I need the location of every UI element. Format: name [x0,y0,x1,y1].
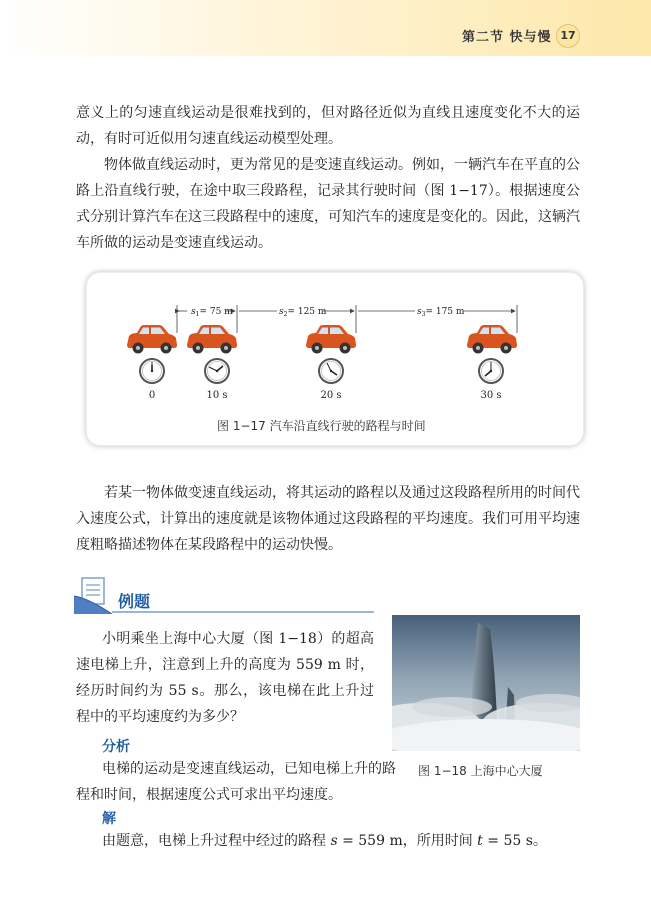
example-title: 例题 [118,592,151,611]
example-problem: 小明乘坐上海中心大厦（图 1−18）的超高速电梯上升，注意到上升的高度为 559 m 时，经历时间约为 55 s。那么，该电梯在此上升过程中的平均速度约为多少？ [76,631,374,725]
time-label-0: 0 [148,390,156,401]
solution-heading: 解 [102,811,116,827]
car-icon [187,325,237,354]
shanghai-tower-photo [392,615,580,751]
figure-caption: 图 1−17 汽车沿直线行驶的路程与时间 [217,419,426,433]
car-icon [127,325,177,354]
paragraph-continuation: 意义上的匀速直线运动是很难找到的，但对路径近似为直线且速度变化不大的运动，有时可近似用匀速直线运动模型处理。 [76,105,580,147]
figure-1-17 [86,272,584,446]
analysis-text: 电梯的运动是变速直线运动，已知电梯上升的路程和时间，根据速度公式可求出平均速度。 [76,761,396,803]
paragraph-variable-motion: 物体做直线运动时，更为常见的是变速直线运动。例如，一辆汽车在平直的公路上沿直线行驶，在途中取三段路程，记录其行驶时间（图 1−17）。根据速度公式分别计算汽车在这三段路程中的速度，可知汽车的速度是变化的。因此，这辆汽车所做的运动是变速直线运动。 [76,157,580,251]
clock-icon [319,359,343,383]
analysis-heading: 分析 [102,739,130,755]
paragraph-average-speed: 若某一物体做变速直线运动，将其运动的路程以及通过这段路程所用的时间代入速度公式，计算出的速度就是该物体通过这段路程的平均速度。我们可用平均速度粗略描述物体在某段路程中的运动快慢。 [76,485,580,553]
section-title: 第二节 快与慢 [462,30,552,45]
car-icon [467,325,517,354]
page-number: 17 [556,24,580,48]
time-labels [149,390,502,401]
time-label-1: 10 s [206,390,228,401]
clock-icon [205,359,229,383]
segment-label-2: $s_2= 125$ m [279,307,327,318]
photo-caption: 图 1−18 上海中心大厦 [418,764,543,778]
segment-label-3: $s_3= 175$ m [417,307,465,318]
time-label-3: 30 s [480,390,502,401]
segment-label-1: $s_1= 75$ m [191,307,233,318]
solution-text: 由题意，电梯上升过程中经过的路程 s = 559 m，所用时间 t = 55 s。 [102,833,547,849]
header-band [0,0,651,56]
clock-icon [479,359,503,383]
distance-labels [191,307,465,318]
clock-icon [140,359,164,383]
car-icon [306,325,356,354]
time-label-2: 20 s [320,390,342,401]
